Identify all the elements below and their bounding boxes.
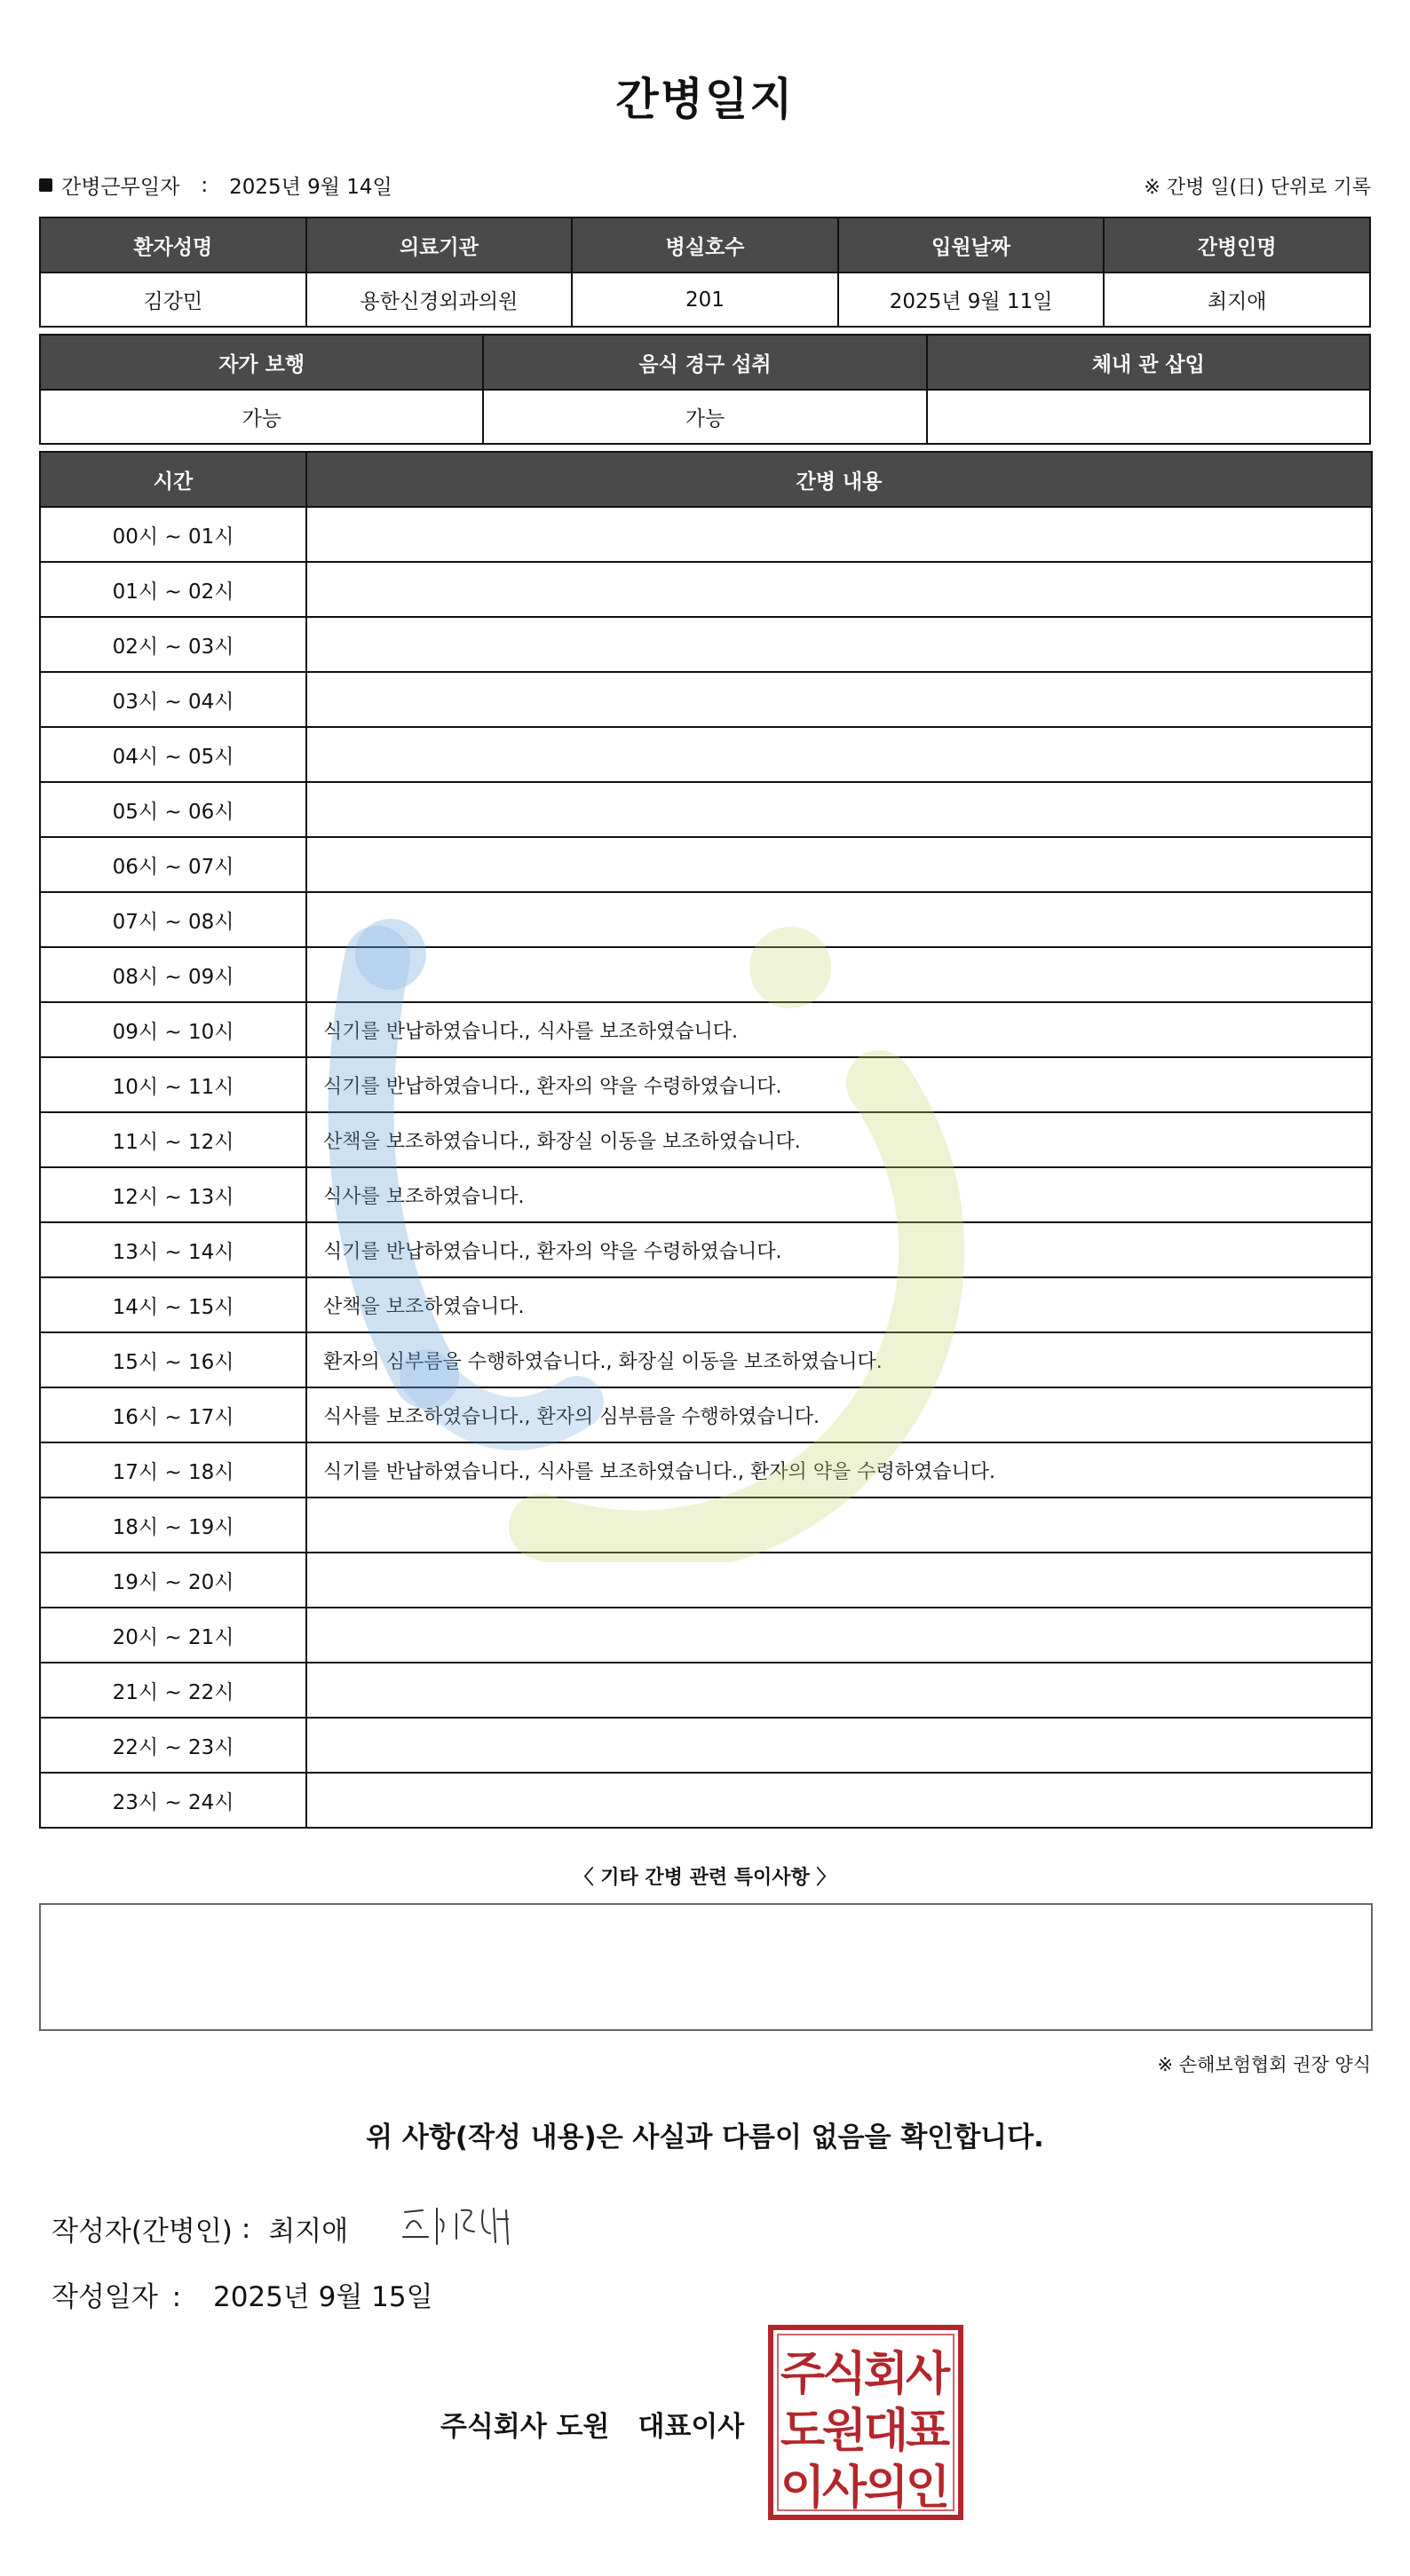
status-value-row — [40, 390, 1370, 444]
care-log-row — [40, 1332, 1372, 1387]
care-log-content: 산책을 보조하였습니다., 화장실 이동을 보조하였습니다. — [306, 1112, 1372, 1167]
care-log-content — [306, 672, 1372, 727]
care-log-row — [40, 782, 1372, 837]
care-log-row — [40, 1773, 1372, 1828]
care-log-time: 20시 ~ 21시 — [40, 1608, 306, 1663]
care-log-time: 17시 ~ 18시 — [40, 1442, 306, 1497]
document-title: 간병일지 — [615, 74, 795, 125]
care-log-row — [40, 1222, 1372, 1277]
care-log-content: 식사를 보조하였습니다., 환자의 심부름을 수행하였습니다. — [306, 1387, 1372, 1442]
written-date-value: 2025년 9월 15일 — [212, 2281, 433, 2313]
other-notes-title: 〈 기타 간병 관련 특이사항 〉 — [574, 1867, 836, 1889]
care-log-time: 02시 ~ 03시 — [40, 617, 306, 672]
header-self-walking: 자가 보행 — [40, 335, 483, 390]
care-log-content — [306, 507, 1372, 562]
patient-name: 김강민 — [40, 273, 306, 327]
care-log-row — [40, 727, 1372, 782]
care-log-content — [306, 1718, 1372, 1773]
seal-character: 식 — [821, 2347, 867, 2401]
header-tube-insertion: 체내 관 삽입 — [927, 335, 1370, 390]
care-log-time: 07시 ~ 08시 — [40, 892, 306, 947]
care-log-content: 식기를 반납하였습니다., 환자의 약을 수령하였습니다. — [306, 1057, 1372, 1112]
patient-info-header-row — [40, 217, 1370, 273]
writer-label: 작성자(간병인) — [51, 2216, 233, 2248]
written-date-colon: : — [171, 2281, 182, 2313]
care-log-row — [40, 1057, 1372, 1112]
header-room-number: 병실호수 — [572, 217, 838, 273]
header-time: 시간 — [40, 452, 306, 507]
self-walking-value: 가능 — [40, 390, 483, 444]
care-log-row — [40, 1718, 1372, 1773]
writer-signature — [398, 2193, 522, 2255]
care-log-row — [40, 1442, 1372, 1497]
writer-name: 최지애 — [268, 2216, 349, 2248]
care-log-content — [306, 617, 1372, 672]
care-log-row — [40, 617, 1372, 672]
care-log-time: 01시 ~ 02시 — [40, 562, 306, 617]
care-log-time: 10시 ~ 11시 — [40, 1057, 306, 1112]
care-log-table — [39, 451, 1373, 1829]
record-unit-note: ※ 간병 일(日) 단위로 기록 — [1144, 177, 1371, 199]
care-log-content: 식기를 반납하였습니다., 환자의 약을 수령하였습니다. — [306, 1222, 1372, 1277]
care-log-content: 식기를 반납하였습니다., 식사를 보조하였습니다., 환자의 약을 수령하였습니다. — [306, 1442, 1372, 1497]
care-log-row — [40, 507, 1372, 562]
care-log-row — [40, 947, 1372, 1002]
work-date-colon: : — [201, 173, 209, 197]
care-log-content — [306, 562, 1372, 617]
recommend-note: ※ 손해보험협회 권장 양식 — [1157, 2054, 1371, 2075]
caregiver-name: 최지애 — [1104, 273, 1370, 327]
written-date-label: 작성일자 — [51, 2281, 158, 2313]
care-log-time: 22시 ~ 23시 — [40, 1718, 306, 1773]
writer-line — [51, 2209, 348, 2248]
care-log-time: 23시 ~ 24시 — [40, 1773, 306, 1828]
writer-colon: : — [241, 2212, 251, 2245]
seal-character: 대 — [863, 2404, 909, 2458]
care-log-row — [40, 672, 1372, 727]
care-log-content: 식기를 반납하였습니다., 식사를 보조하였습니다. — [306, 1002, 1372, 1057]
header-institution: 의료기관 — [306, 217, 573, 273]
company-signoff — [440, 2404, 744, 2444]
patient-status-table — [39, 334, 1371, 445]
care-log-time: 00시 ~ 01시 — [40, 507, 306, 562]
care-log-row — [40, 837, 1372, 892]
seal-character: 도 — [780, 2404, 826, 2458]
care-log-row — [40, 1002, 1372, 1057]
care-log-content — [306, 1553, 1372, 1608]
company-seal-stamp — [767, 2324, 964, 2521]
care-log-content: 식사를 보조하였습니다. — [306, 1167, 1372, 1222]
other-notes-box — [39, 1903, 1373, 2031]
care-log-content — [306, 1663, 1372, 1718]
care-log-time: 04시 ~ 05시 — [40, 727, 306, 782]
tube-insertion-value — [927, 390, 1370, 444]
seal-character: 인 — [905, 2461, 951, 2515]
work-date-label: 간병근무일자 — [61, 176, 180, 199]
care-log-content — [306, 947, 1372, 1002]
care-log-time: 09시 ~ 10시 — [40, 1002, 306, 1057]
care-log-content: 환자의 심부름을 수행하였습니다., 화장실 이동을 보조하였습니다. — [306, 1332, 1372, 1387]
care-log-row — [40, 1167, 1372, 1222]
header-oral-intake: 음식 경구 섭취 — [483, 335, 926, 390]
seal-character: 이 — [780, 2461, 826, 2515]
admission-date: 2025년 9월 11일 — [838, 273, 1105, 327]
care-log-row — [40, 1387, 1372, 1442]
care-log-time: 15시 ~ 16시 — [40, 1332, 306, 1387]
company-name: 주식회사 도원 — [440, 2411, 610, 2443]
seal-character: 원 — [821, 2404, 867, 2458]
header-care-content: 간병 내용 — [306, 452, 1372, 507]
seal-character: 의 — [863, 2461, 909, 2515]
care-log-content: 산책을 보조하였습니다. — [306, 1277, 1372, 1332]
care-log-time: 13시 ~ 14시 — [40, 1222, 306, 1277]
care-log-time: 16시 ~ 17시 — [40, 1387, 306, 1442]
care-log-time: 12시 ~ 13시 — [40, 1167, 306, 1222]
care-log-content — [306, 782, 1372, 837]
square-bullet-icon — [39, 178, 52, 192]
room-number: 201 — [572, 273, 838, 327]
care-log-time: 21시 ~ 22시 — [40, 1663, 306, 1718]
care-log-time: 05시 ~ 06시 — [40, 782, 306, 837]
header-patient-name: 환자성명 — [40, 217, 306, 273]
care-log-body — [40, 507, 1372, 1828]
care-log-content — [306, 1773, 1372, 1828]
seal-character: 사 — [821, 2461, 867, 2515]
care-log-time: 06시 ~ 07시 — [40, 837, 306, 892]
care-log-content — [306, 1497, 1372, 1553]
work-date-line — [39, 170, 392, 200]
care-log-row — [40, 1497, 1372, 1553]
care-log-row — [40, 1608, 1372, 1663]
care-log-time: 11시 ~ 12시 — [40, 1112, 306, 1167]
institution: 용한신경외과의원 — [306, 273, 573, 327]
care-log-row — [40, 562, 1372, 617]
care-log-content — [306, 837, 1372, 892]
care-log-row — [40, 1663, 1372, 1718]
status-header-row — [40, 335, 1370, 390]
patient-info-value-row — [40, 273, 1370, 327]
care-log-time: 19시 ~ 20시 — [40, 1553, 306, 1608]
care-log-time: 08시 ~ 09시 — [40, 947, 306, 1002]
header-caregiver-name: 간병인명 — [1104, 217, 1370, 273]
work-date-value: 2025년 9월 14일 — [229, 176, 392, 199]
oral-intake-value: 가능 — [483, 390, 926, 444]
care-log-row — [40, 1112, 1372, 1167]
care-log-row — [40, 892, 1372, 947]
seal-character: 사 — [905, 2347, 951, 2401]
care-log-content — [306, 1608, 1372, 1663]
written-date-line — [51, 2274, 433, 2314]
care-log-header-row — [40, 452, 1372, 507]
care-log-content — [306, 727, 1372, 782]
care-log-time: 03시 ~ 04시 — [40, 672, 306, 727]
seal-character: 표 — [905, 2404, 951, 2458]
care-log-time: 18시 ~ 19시 — [40, 1497, 306, 1553]
care-log-row — [40, 1277, 1372, 1332]
header-admission-date: 입원날짜 — [838, 217, 1105, 273]
care-log-time: 14시 ~ 15시 — [40, 1277, 306, 1332]
seal-character: 주 — [780, 2347, 826, 2401]
confirmation-statement: 위 사항(작성 내용)은 사실과 다름이 없음을 확인합니다. — [366, 2122, 1044, 2153]
company-role: 대표이사 — [638, 2411, 745, 2443]
patient-info-table — [39, 217, 1371, 328]
care-log-row — [40, 1553, 1372, 1608]
seal-character: 회 — [863, 2347, 909, 2401]
care-log-content — [306, 892, 1372, 947]
